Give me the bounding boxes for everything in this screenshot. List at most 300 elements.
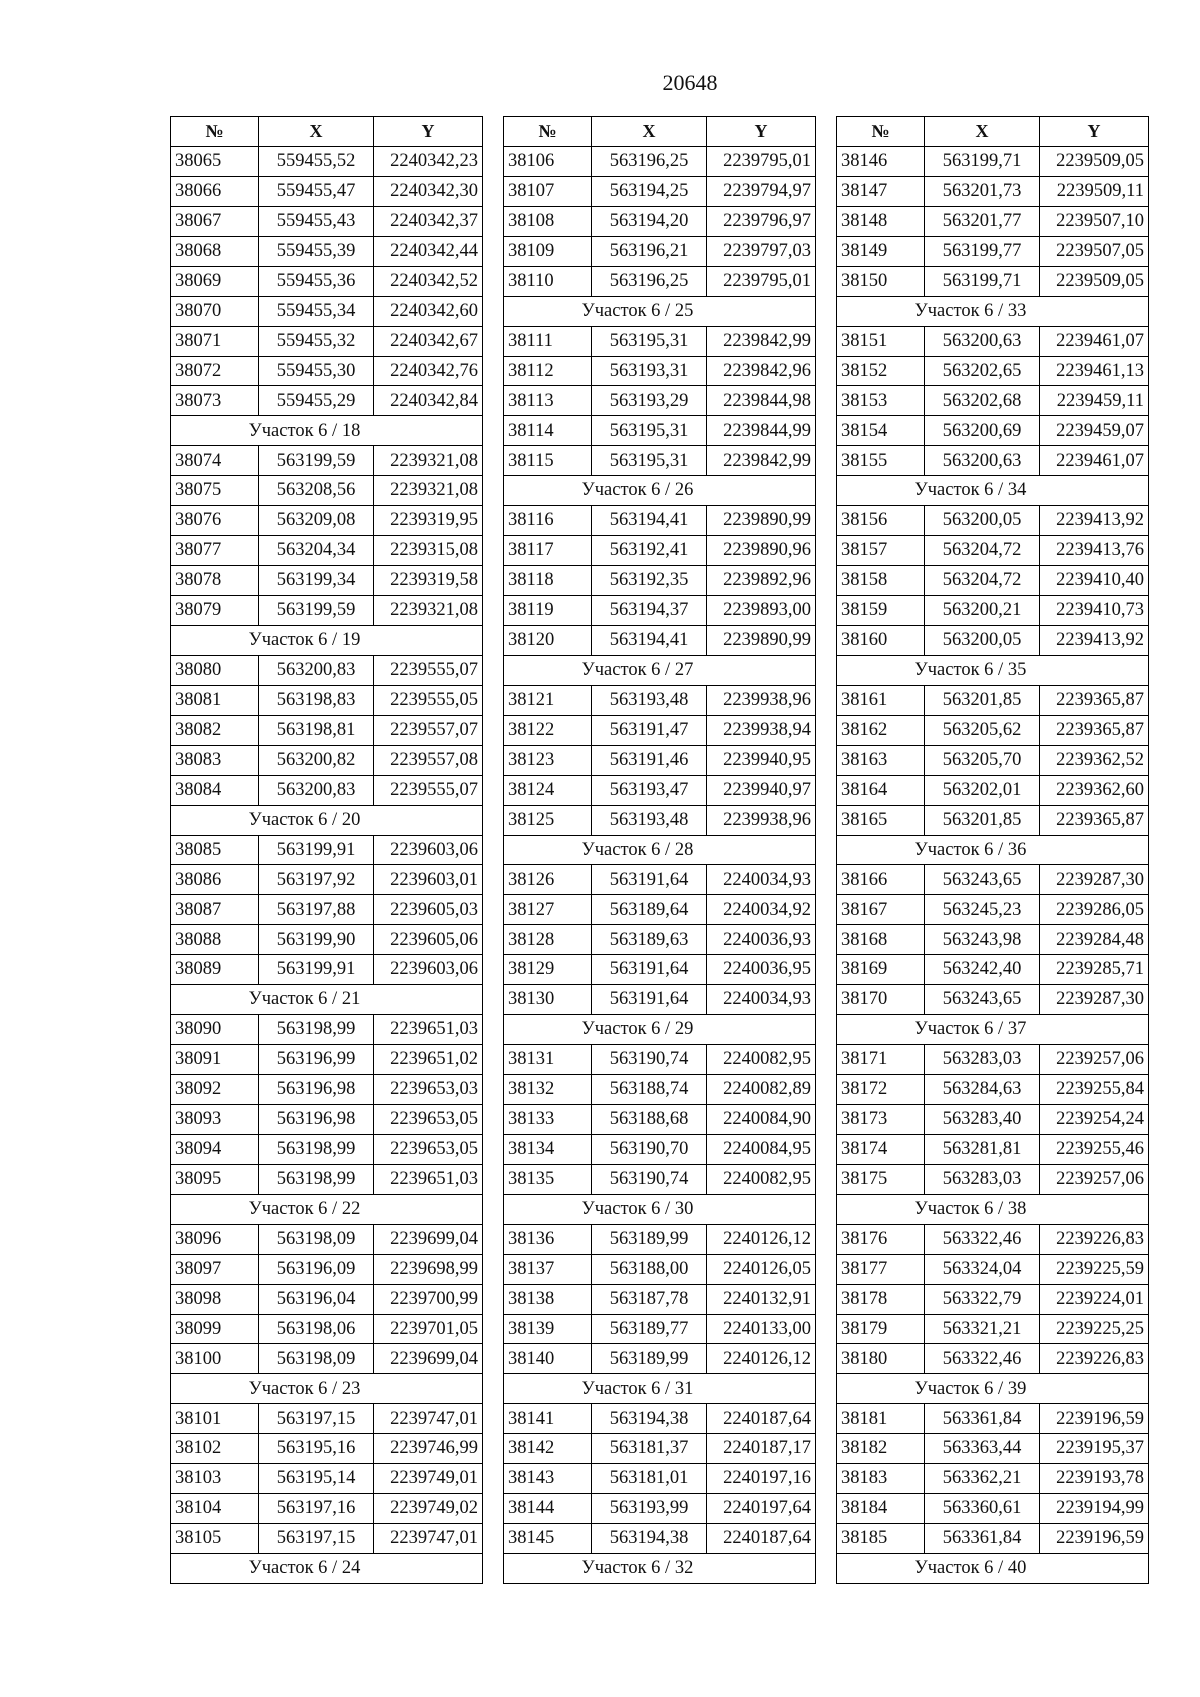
table-row — [171, 685, 483, 715]
y-coordinate-cell: 2240187,64 — [707, 1524, 816, 1554]
y-coordinate-cell: 2239653,05 — [374, 1104, 483, 1134]
table-header-row — [837, 117, 1149, 147]
point-number-cell: 38078 — [171, 566, 259, 596]
section-row — [837, 1194, 1149, 1224]
y-coordinate-cell: 2239459,07 — [1040, 416, 1149, 446]
table-header-row — [171, 117, 483, 147]
table-row — [837, 506, 1149, 536]
table-row — [504, 596, 816, 626]
table-row — [504, 1075, 816, 1105]
y-coordinate-cell: 2239844,98 — [707, 386, 816, 416]
table-body — [171, 146, 483, 1583]
column-header-x: X — [259, 117, 374, 147]
y-coordinate-cell: 2239700,99 — [374, 1284, 483, 1314]
table-row — [837, 1075, 1149, 1105]
table-row — [504, 1224, 816, 1254]
point-number-cell: 38170 — [837, 985, 925, 1015]
point-number-cell: 38185 — [837, 1524, 925, 1554]
point-number-cell: 38074 — [171, 446, 259, 476]
y-coordinate-cell: 2239319,95 — [374, 506, 483, 536]
x-coordinate-cell: 563198,99 — [259, 1164, 374, 1194]
table-row — [504, 1284, 816, 1314]
table-row — [504, 775, 816, 805]
table-row — [171, 865, 483, 895]
y-coordinate-cell: 2239603,01 — [374, 865, 483, 895]
y-coordinate-cell: 2239257,06 — [1040, 1164, 1149, 1194]
y-coordinate-cell: 2239413,92 — [1040, 625, 1149, 655]
y-coordinate-cell: 2240126,05 — [707, 1254, 816, 1284]
table-row — [504, 745, 816, 775]
table-row — [504, 805, 816, 835]
point-number-cell: 38098 — [171, 1284, 259, 1314]
section-label: Участок 6 / 22 — [171, 1194, 483, 1224]
y-coordinate-cell: 2239842,99 — [707, 326, 816, 356]
section-row — [171, 1194, 483, 1224]
point-number-cell: 38100 — [171, 1344, 259, 1374]
x-coordinate-cell: 563322,46 — [925, 1224, 1040, 1254]
x-coordinate-cell: 563190,74 — [592, 1045, 707, 1075]
column-header-x: X — [592, 117, 707, 147]
table-row — [837, 1104, 1149, 1134]
x-coordinate-cell: 563209,08 — [259, 506, 374, 536]
section-row — [504, 1194, 816, 1224]
table-row — [837, 1404, 1149, 1434]
x-coordinate-cell: 563322,46 — [925, 1344, 1040, 1374]
x-coordinate-cell: 563198,83 — [259, 685, 374, 715]
point-number-cell: 38179 — [837, 1314, 925, 1344]
table-row — [171, 925, 483, 955]
table-row — [504, 176, 816, 206]
x-coordinate-cell: 563196,99 — [259, 1045, 374, 1075]
table-row — [504, 566, 816, 596]
y-coordinate-cell: 2240126,12 — [707, 1344, 816, 1374]
x-coordinate-cell: 563202,68 — [925, 386, 1040, 416]
table-row — [504, 1164, 816, 1194]
y-coordinate-cell: 2239557,07 — [374, 715, 483, 745]
x-coordinate-cell: 563200,63 — [925, 446, 1040, 476]
table-row — [504, 146, 816, 176]
y-coordinate-cell: 2239699,04 — [374, 1224, 483, 1254]
table-row — [171, 1434, 483, 1464]
column-header-number: № — [504, 117, 592, 147]
x-coordinate-cell: 563189,99 — [592, 1344, 707, 1374]
x-coordinate-cell: 563190,70 — [592, 1134, 707, 1164]
point-number-cell: 38146 — [837, 146, 925, 176]
y-coordinate-cell: 2239362,52 — [1040, 745, 1149, 775]
column-header-number: № — [171, 117, 259, 147]
x-coordinate-cell: 563198,99 — [259, 1015, 374, 1045]
x-coordinate-cell: 559455,43 — [259, 206, 374, 236]
x-coordinate-cell: 563204,72 — [925, 566, 1040, 596]
point-number-cell: 38165 — [837, 805, 925, 835]
table-row — [171, 1284, 483, 1314]
point-number-cell: 38178 — [837, 1284, 925, 1314]
x-coordinate-cell: 563243,98 — [925, 925, 1040, 955]
point-number-cell: 38151 — [837, 326, 925, 356]
y-coordinate-cell: 2239365,87 — [1040, 715, 1149, 745]
y-coordinate-cell: 2239797,03 — [707, 236, 816, 266]
x-coordinate-cell: 563192,35 — [592, 566, 707, 596]
y-coordinate-cell: 2239315,08 — [374, 536, 483, 566]
x-coordinate-cell: 563197,15 — [259, 1404, 374, 1434]
y-coordinate-cell: 2239365,87 — [1040, 805, 1149, 835]
point-number-cell: 38128 — [504, 925, 592, 955]
y-coordinate-cell: 2239938,96 — [707, 685, 816, 715]
x-coordinate-cell: 563205,70 — [925, 745, 1040, 775]
x-coordinate-cell: 563195,31 — [592, 416, 707, 446]
x-coordinate-cell: 563199,59 — [259, 596, 374, 626]
table-row — [504, 236, 816, 266]
x-coordinate-cell: 563361,84 — [925, 1524, 1040, 1554]
section-row — [171, 985, 483, 1015]
table-row — [837, 1284, 1149, 1314]
point-number-cell: 38141 — [504, 1404, 592, 1434]
point-number-cell: 38090 — [171, 1015, 259, 1045]
table-row — [171, 1254, 483, 1284]
x-coordinate-cell: 563197,92 — [259, 865, 374, 895]
table-row — [837, 446, 1149, 476]
table-row — [171, 326, 483, 356]
x-coordinate-cell: 563199,71 — [925, 146, 1040, 176]
point-number-cell: 38150 — [837, 266, 925, 296]
point-number-cell: 38070 — [171, 296, 259, 326]
table-row — [837, 715, 1149, 745]
table-body — [837, 146, 1149, 1583]
y-coordinate-cell: 2239892,96 — [707, 566, 816, 596]
table-row — [171, 745, 483, 775]
y-coordinate-cell: 2240342,60 — [374, 296, 483, 326]
table-row — [837, 895, 1149, 925]
x-coordinate-cell: 563204,34 — [259, 536, 374, 566]
point-number-cell: 38158 — [837, 566, 925, 596]
x-coordinate-cell: 559455,34 — [259, 296, 374, 326]
point-number-cell: 38183 — [837, 1464, 925, 1494]
y-coordinate-cell: 2239651,03 — [374, 1015, 483, 1045]
table-row — [171, 895, 483, 925]
table-row — [837, 386, 1149, 416]
point-number-cell: 38180 — [837, 1344, 925, 1374]
x-coordinate-cell: 563197,15 — [259, 1524, 374, 1554]
x-coordinate-cell: 563189,77 — [592, 1314, 707, 1344]
y-coordinate-cell: 2239413,92 — [1040, 506, 1149, 536]
x-coordinate-cell: 563196,09 — [259, 1254, 374, 1284]
point-number-cell: 38153 — [837, 386, 925, 416]
x-coordinate-cell: 563284,63 — [925, 1075, 1040, 1105]
point-number-cell: 38155 — [837, 446, 925, 476]
table-row — [837, 805, 1149, 835]
coordinate-table-right — [836, 116, 1149, 1584]
point-number-cell: 38065 — [171, 146, 259, 176]
x-coordinate-cell: 563196,21 — [592, 236, 707, 266]
point-number-cell: 38142 — [504, 1434, 592, 1464]
y-coordinate-cell: 2239555,05 — [374, 685, 483, 715]
point-number-cell: 38097 — [171, 1254, 259, 1284]
table-row — [504, 536, 816, 566]
point-number-cell: 38136 — [504, 1224, 592, 1254]
y-coordinate-cell: 2239699,04 — [374, 1344, 483, 1374]
section-label: Участок 6 / 23 — [171, 1374, 483, 1404]
point-number-cell: 38169 — [837, 955, 925, 985]
point-number-cell: 38148 — [837, 206, 925, 236]
table-body — [504, 146, 816, 1583]
y-coordinate-cell: 2240187,17 — [707, 1434, 816, 1464]
table-row — [837, 1434, 1149, 1464]
point-number-cell: 38093 — [171, 1104, 259, 1134]
y-coordinate-cell: 2239459,11 — [1040, 386, 1149, 416]
x-coordinate-cell: 559455,29 — [259, 386, 374, 416]
y-coordinate-cell: 2240082,95 — [707, 1045, 816, 1075]
x-coordinate-cell: 563198,09 — [259, 1224, 374, 1254]
section-row — [504, 1374, 816, 1404]
table-row — [504, 865, 816, 895]
y-coordinate-cell: 2240342,37 — [374, 206, 483, 236]
point-number-cell: 38152 — [837, 356, 925, 386]
y-coordinate-cell: 2239507,05 — [1040, 236, 1149, 266]
table-row — [837, 925, 1149, 955]
table-row — [504, 386, 816, 416]
x-coordinate-cell: 563196,98 — [259, 1104, 374, 1134]
x-coordinate-cell: 559455,32 — [259, 326, 374, 356]
section-row — [504, 1015, 816, 1045]
x-coordinate-cell: 563202,65 — [925, 356, 1040, 386]
x-coordinate-cell: 563189,64 — [592, 895, 707, 925]
x-coordinate-cell: 559455,30 — [259, 356, 374, 386]
y-coordinate-cell: 2239362,60 — [1040, 775, 1149, 805]
y-coordinate-cell: 2239509,05 — [1040, 146, 1149, 176]
table-row — [171, 146, 483, 176]
y-coordinate-cell: 2240082,89 — [707, 1075, 816, 1105]
table-row — [504, 1314, 816, 1344]
table-row — [171, 955, 483, 985]
section-label: Участок 6 / 32 — [504, 1554, 816, 1584]
point-number-cell: 38127 — [504, 895, 592, 925]
y-coordinate-cell: 2239938,94 — [707, 715, 816, 745]
y-coordinate-cell: 2240342,30 — [374, 176, 483, 206]
y-coordinate-cell: 2240084,90 — [707, 1104, 816, 1134]
point-number-cell: 38138 — [504, 1284, 592, 1314]
section-row — [504, 1554, 816, 1584]
table-row — [171, 715, 483, 745]
y-coordinate-cell: 2240126,12 — [707, 1224, 816, 1254]
point-number-cell: 38157 — [837, 536, 925, 566]
y-coordinate-cell: 2239698,99 — [374, 1254, 483, 1284]
point-number-cell: 38071 — [171, 326, 259, 356]
point-number-cell: 38102 — [171, 1434, 259, 1464]
y-coordinate-cell: 2239555,07 — [374, 655, 483, 685]
section-row — [837, 1554, 1149, 1584]
point-number-cell: 38068 — [171, 236, 259, 266]
table-row — [171, 386, 483, 416]
x-coordinate-cell: 563202,01 — [925, 775, 1040, 805]
y-coordinate-cell: 2239842,99 — [707, 446, 816, 476]
table-row — [504, 1434, 816, 1464]
y-coordinate-cell: 2239603,06 — [374, 955, 483, 985]
point-number-cell: 38112 — [504, 356, 592, 386]
x-coordinate-cell: 563201,77 — [925, 206, 1040, 236]
section-row — [504, 835, 816, 865]
section-label: Участок 6 / 34 — [837, 476, 1149, 506]
y-coordinate-cell: 2239509,11 — [1040, 176, 1149, 206]
x-coordinate-cell: 563194,37 — [592, 596, 707, 626]
y-coordinate-cell: 2239653,05 — [374, 1134, 483, 1164]
y-coordinate-cell: 2239225,59 — [1040, 1254, 1149, 1284]
y-coordinate-cell: 2239224,01 — [1040, 1284, 1149, 1314]
point-number-cell: 38124 — [504, 775, 592, 805]
point-number-cell: 38088 — [171, 925, 259, 955]
y-coordinate-cell: 2239940,97 — [707, 775, 816, 805]
section-label: Участок 6 / 33 — [837, 296, 1149, 326]
table-row — [171, 1494, 483, 1524]
point-number-cell: 38137 — [504, 1254, 592, 1284]
table-row — [837, 1464, 1149, 1494]
table-row — [837, 745, 1149, 775]
y-coordinate-cell: 2239410,40 — [1040, 566, 1149, 596]
table-row — [504, 685, 816, 715]
point-number-cell: 38087 — [171, 895, 259, 925]
table-row — [171, 1045, 483, 1075]
table-row — [171, 1134, 483, 1164]
table-row — [504, 1494, 816, 1524]
point-number-cell: 38106 — [504, 146, 592, 176]
table-row — [837, 536, 1149, 566]
y-coordinate-cell: 2240036,95 — [707, 955, 816, 985]
x-coordinate-cell: 563245,23 — [925, 895, 1040, 925]
x-coordinate-cell: 563195,31 — [592, 326, 707, 356]
y-coordinate-cell: 2239321,08 — [374, 446, 483, 476]
y-coordinate-cell: 2240133,00 — [707, 1314, 816, 1344]
section-label: Участок 6 / 29 — [504, 1015, 816, 1045]
section-label: Участок 6 / 36 — [837, 835, 1149, 865]
coordinate-table-left — [170, 116, 483, 1584]
point-number-cell: 38139 — [504, 1314, 592, 1344]
table-row — [171, 536, 483, 566]
column-header-number: № — [837, 117, 925, 147]
x-coordinate-cell: 563361,84 — [925, 1404, 1040, 1434]
x-coordinate-cell: 563191,64 — [592, 955, 707, 985]
y-coordinate-cell: 2239940,95 — [707, 745, 816, 775]
x-coordinate-cell: 563200,82 — [259, 745, 374, 775]
table-row — [837, 1314, 1149, 1344]
point-number-cell: 38111 — [504, 326, 592, 356]
x-coordinate-cell: 563195,31 — [592, 446, 707, 476]
y-coordinate-cell: 2240342,76 — [374, 356, 483, 386]
x-coordinate-cell: 563189,99 — [592, 1224, 707, 1254]
section-row — [837, 476, 1149, 506]
y-coordinate-cell: 2239461,07 — [1040, 446, 1149, 476]
point-number-cell: 38166 — [837, 865, 925, 895]
y-coordinate-cell: 2240034,93 — [707, 865, 816, 895]
section-row — [171, 1374, 483, 1404]
table-row — [837, 775, 1149, 805]
point-number-cell: 38145 — [504, 1524, 592, 1554]
point-number-cell: 38133 — [504, 1104, 592, 1134]
y-coordinate-cell: 2239746,99 — [374, 1434, 483, 1464]
y-coordinate-cell: 2240342,52 — [374, 266, 483, 296]
x-coordinate-cell: 563181,37 — [592, 1434, 707, 1464]
point-number-cell: 38168 — [837, 925, 925, 955]
y-coordinate-cell: 2239795,01 — [707, 266, 816, 296]
point-number-cell: 38131 — [504, 1045, 592, 1075]
table-row — [171, 356, 483, 386]
section-row — [837, 655, 1149, 685]
table-row — [837, 1344, 1149, 1374]
y-coordinate-cell: 2239286,05 — [1040, 895, 1149, 925]
x-coordinate-cell: 563321,21 — [925, 1314, 1040, 1344]
table-row — [504, 356, 816, 386]
point-number-cell: 38134 — [504, 1134, 592, 1164]
point-number-cell: 38160 — [837, 625, 925, 655]
table-row — [837, 416, 1149, 446]
table-row — [171, 476, 483, 506]
point-number-cell: 38143 — [504, 1464, 592, 1494]
point-number-cell: 38075 — [171, 476, 259, 506]
y-coordinate-cell: 2239193,78 — [1040, 1464, 1149, 1494]
x-coordinate-cell: 563197,16 — [259, 1494, 374, 1524]
y-coordinate-cell: 2239319,58 — [374, 566, 483, 596]
point-number-cell: 38121 — [504, 685, 592, 715]
point-number-cell: 38163 — [837, 745, 925, 775]
y-coordinate-cell: 2240132,91 — [707, 1284, 816, 1314]
table-row — [171, 1164, 483, 1194]
y-coordinate-cell: 2240034,92 — [707, 895, 816, 925]
x-coordinate-cell: 563208,56 — [259, 476, 374, 506]
y-coordinate-cell: 2239285,71 — [1040, 955, 1149, 985]
table-row — [837, 326, 1149, 356]
x-coordinate-cell: 563199,91 — [259, 955, 374, 985]
x-coordinate-cell: 563198,99 — [259, 1134, 374, 1164]
x-coordinate-cell: 563191,47 — [592, 715, 707, 745]
y-coordinate-cell: 2240197,16 — [707, 1464, 816, 1494]
y-coordinate-cell: 2239653,03 — [374, 1075, 483, 1105]
x-coordinate-cell: 563194,20 — [592, 206, 707, 236]
table-row — [837, 1254, 1149, 1284]
y-coordinate-cell: 2239651,02 — [374, 1045, 483, 1075]
point-number-cell: 38089 — [171, 955, 259, 985]
y-coordinate-cell: 2239747,01 — [374, 1404, 483, 1434]
table-row — [171, 446, 483, 476]
y-coordinate-cell: 2239557,08 — [374, 745, 483, 775]
x-coordinate-cell: 563281,81 — [925, 1134, 1040, 1164]
y-coordinate-cell: 2239794,97 — [707, 176, 816, 206]
table-row — [171, 596, 483, 626]
table-row — [504, 326, 816, 356]
section-label: Участок 6 / 27 — [504, 655, 816, 685]
x-coordinate-cell: 563324,04 — [925, 1254, 1040, 1284]
point-number-cell: 38115 — [504, 446, 592, 476]
x-coordinate-cell: 563283,03 — [925, 1164, 1040, 1194]
y-coordinate-cell: 2239603,06 — [374, 835, 483, 865]
section-label: Участок 6 / 26 — [504, 476, 816, 506]
point-number-cell: 38116 — [504, 506, 592, 536]
point-number-cell: 38103 — [171, 1464, 259, 1494]
section-label: Участок 6 / 35 — [837, 655, 1149, 685]
x-coordinate-cell: 563193,29 — [592, 386, 707, 416]
section-label: Участок 6 / 19 — [171, 625, 483, 655]
point-number-cell: 38079 — [171, 596, 259, 626]
y-coordinate-cell: 2239226,83 — [1040, 1344, 1149, 1374]
point-number-cell: 38067 — [171, 206, 259, 236]
point-number-cell: 38156 — [837, 506, 925, 536]
point-number-cell: 38083 — [171, 745, 259, 775]
table-row — [504, 1104, 816, 1134]
y-coordinate-cell: 2239555,07 — [374, 775, 483, 805]
section-row — [504, 655, 816, 685]
column-header-y: Y — [707, 117, 816, 147]
section-row — [504, 296, 816, 326]
x-coordinate-cell: 563187,78 — [592, 1284, 707, 1314]
table-row — [171, 1314, 483, 1344]
y-coordinate-cell: 2239287,30 — [1040, 985, 1149, 1015]
